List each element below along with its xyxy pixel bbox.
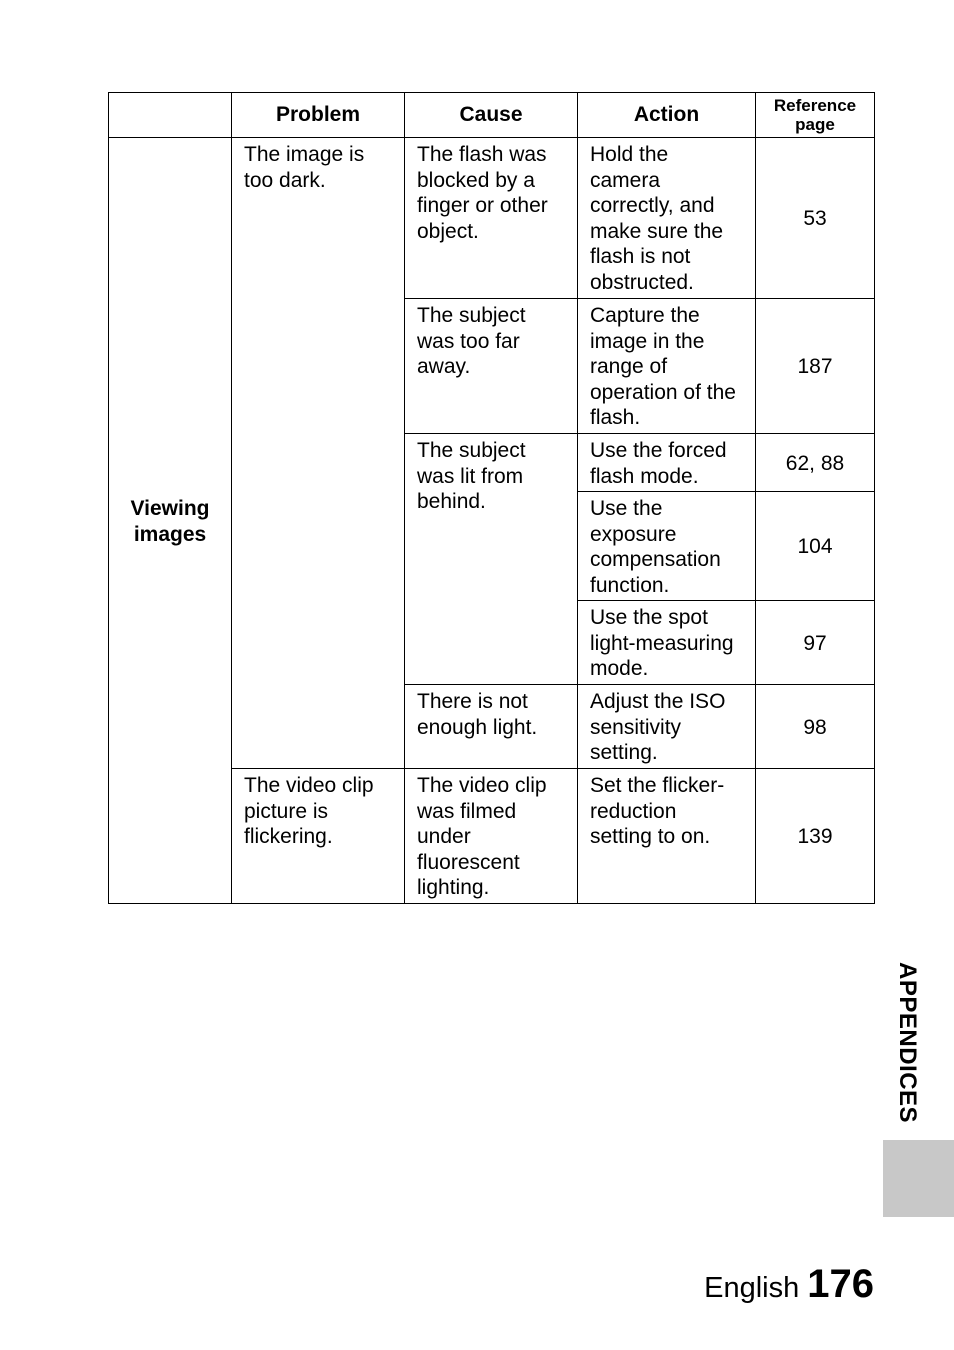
reference-cell: 62, 88 (756, 434, 875, 492)
cause-cell: There is not enough light. (405, 685, 578, 769)
page-number: 176 (807, 1262, 874, 1306)
action-cell: Hold the camera correctly, and make sure the flash is not obstructed. (578, 138, 756, 299)
action-cell: Use the spot light-measuring mode. (578, 601, 756, 685)
cause-cell: The subject was lit from behind. (405, 434, 578, 685)
cause-cell: The flash was blocked by a finger or other object. (405, 138, 578, 299)
table-row (109, 138, 875, 299)
table-header-row (109, 93, 875, 138)
problem-cell: The video clip picture is flickering. (232, 769, 405, 904)
reference-cell: 97 (756, 601, 875, 685)
header-cause: Cause (405, 93, 578, 138)
header-reference-page: Reference page (756, 93, 875, 138)
reference-cell: 53 (756, 138, 875, 299)
action-cell: Capture the image in the range of operation of the flash. (578, 299, 756, 434)
reference-cell: 139 (756, 769, 875, 904)
footer-language: English (704, 1272, 800, 1304)
header-problem: Problem (232, 93, 405, 138)
problem-cell: The image is too dark. (232, 138, 405, 769)
action-cell: Use the exposure compensation function. (578, 492, 756, 601)
action-cell: Set the flicker-reduction setting to on. (578, 769, 756, 904)
header-action: Action (578, 93, 756, 138)
section-tab-marker (883, 1140, 954, 1217)
reference-cell: 98 (756, 685, 875, 769)
category-cell: Viewing images (109, 138, 232, 904)
page-footer (704, 1262, 874, 1307)
section-side-label: APPENDICES (894, 962, 921, 1124)
troubleshooting-table (108, 92, 875, 904)
cause-cell: The video clip was filmed under fluorescent lighting. (405, 769, 578, 904)
reference-cell: 187 (756, 299, 875, 434)
reference-cell: 104 (756, 492, 875, 601)
action-cell: Adjust the ISO sensitivity setting. (578, 685, 756, 769)
header-category (109, 93, 232, 138)
cause-cell: The subject was too far away. (405, 299, 578, 434)
action-cell: Use the forced flash mode. (578, 434, 756, 492)
